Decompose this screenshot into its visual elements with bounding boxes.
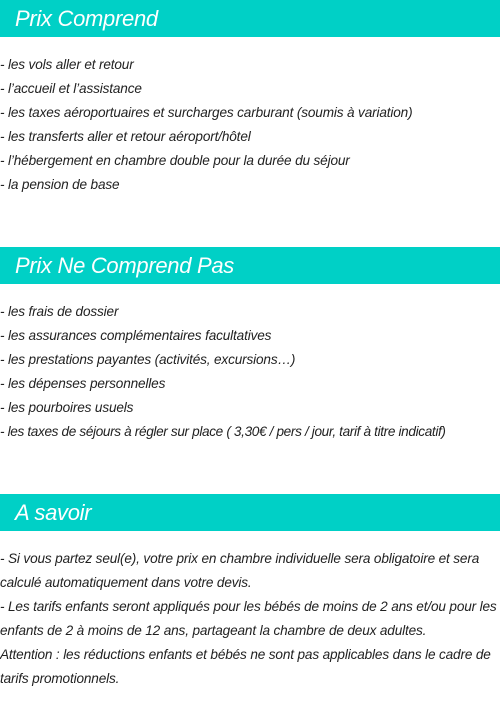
list-item: - la pension de base bbox=[0, 177, 120, 192]
section-title: Prix Ne Comprend Pas bbox=[15, 252, 234, 278]
section-prix-comprend bbox=[0, 0, 500, 197]
list-item: - les taxes de séjours à régler sur place ( 3,30€ / pers / jour, tarif à titre indicatif) bbox=[0, 424, 446, 439]
list-item: - les frais de dossier bbox=[0, 304, 119, 319]
info-paragraph: - Si vous partez seul(e), votre prix en chambre individuelle sera obligatoire et sera calculé automatiquement dans votre devis. bbox=[0, 551, 480, 590]
list-item: - les vols aller et retour bbox=[0, 57, 134, 72]
section-header bbox=[0, 494, 500, 531]
excluded-list bbox=[0, 300, 500, 444]
section-prix-ne-comprend-pas bbox=[0, 247, 500, 444]
info-paragraph: Attention : les réductions enfants et bébés ne sont pas applicables dans le cadre de tarifs promotionnels. bbox=[0, 647, 491, 686]
list-item: - les pourboires usuels bbox=[0, 400, 134, 415]
list-item: - les transferts aller et retour aéroport/hôtel bbox=[0, 129, 251, 144]
list-item: - l’hébergement en chambre double pour la durée du séjour bbox=[0, 153, 350, 168]
list-item: - les prestations payantes (activités, excursions…) bbox=[0, 352, 296, 367]
section-title: A savoir bbox=[15, 499, 92, 525]
info-paragraph: - Les tarifs enfants seront appliqués pour les bébés de moins de 2 ans et/ou pour les enfants de 2 à moins de 12 ans, partageant la chambre de deux adultes. bbox=[0, 599, 497, 638]
section-header bbox=[0, 247, 500, 284]
included-list bbox=[0, 53, 500, 197]
section-title: Prix Comprend bbox=[15, 5, 158, 31]
list-item: - l’accueil et l’assistance bbox=[0, 81, 142, 96]
list-item: - les assurances complémentaires facultatives bbox=[0, 328, 272, 343]
list-item: - les dépenses personnelles bbox=[0, 376, 166, 391]
section-a-savoir bbox=[0, 494, 500, 691]
info-paragraphs bbox=[0, 547, 500, 691]
list-item: - les taxes aéroportuaires et surcharges carburant (soumis à variation) bbox=[0, 105, 413, 120]
section-header bbox=[0, 0, 500, 37]
